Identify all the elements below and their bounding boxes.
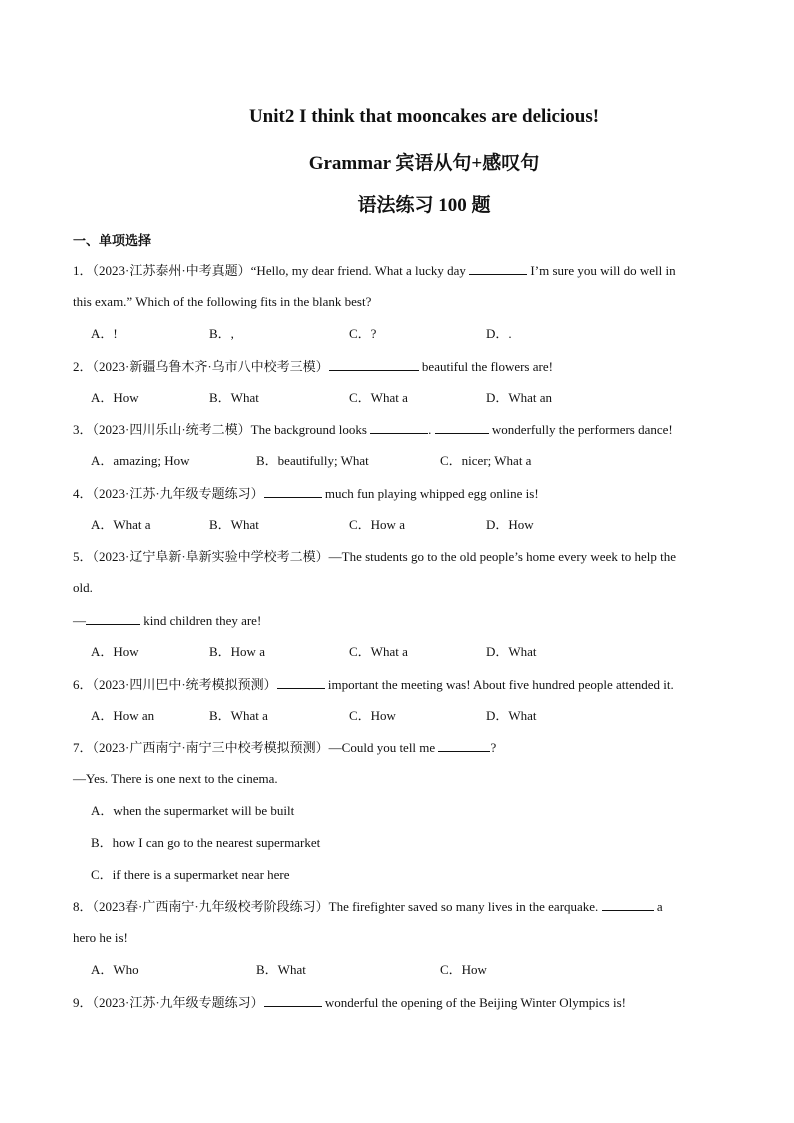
option-a: A．when the supermarket will be built bbox=[91, 803, 295, 818]
question-text: 2．（2023·新疆乌鲁木齐·乌市八中校考三模） bbox=[73, 359, 329, 374]
question-text: 8．（2023春·广西南宁·九年级校考阶段练习）The firefighter saved so many lives in the earquake. bbox=[73, 899, 602, 914]
answer-blank bbox=[86, 612, 140, 625]
option-b: B．How a bbox=[209, 644, 265, 659]
option-d: D．. bbox=[486, 326, 512, 341]
question-text: wonderful the opening of the Beijing Winter Olympics is! bbox=[321, 995, 626, 1010]
question-text: wonderfully the performers dance! bbox=[488, 422, 673, 437]
question-text: 6．（2023·四川巴中·统考模拟预测） bbox=[73, 677, 277, 692]
option-c: C．How bbox=[349, 708, 396, 723]
question-text: — bbox=[73, 613, 86, 628]
option-b: B．, bbox=[209, 326, 234, 341]
answer-blank bbox=[602, 898, 654, 911]
option-d: D．How bbox=[486, 517, 534, 532]
question-5: 5．（2023·辽宁阜新·阜新实验中学校考二模）—The students go to the old people’s home every week to help the bbox=[73, 549, 676, 564]
question-3 bbox=[73, 421, 673, 438]
option-c: C．? bbox=[349, 326, 377, 341]
option-c: C．How bbox=[440, 962, 487, 977]
question-text: I’m sure you will do well in bbox=[527, 263, 676, 278]
option-b: B．how I can go to the nearest supermarket bbox=[91, 835, 321, 850]
option-b: B．What bbox=[256, 962, 306, 977]
answer-blank bbox=[329, 358, 419, 371]
question-8 bbox=[73, 898, 663, 915]
option-c: C．nicer; What a bbox=[440, 453, 532, 468]
answer-blank bbox=[438, 739, 490, 752]
option-a: A．What a bbox=[91, 517, 151, 532]
page-subtitle: Grammar 宾语从句+感叹句 bbox=[308, 153, 540, 174]
page-title: Unit2 I think that mooncakes are delicious! bbox=[248, 106, 600, 127]
question-text: 3．（2023·四川乐山·统考二模）The background looks bbox=[73, 422, 371, 437]
answer-blank bbox=[277, 676, 325, 689]
question-7 bbox=[73, 739, 496, 756]
option-a: A．How bbox=[91, 390, 139, 405]
option-a: A．! bbox=[91, 326, 118, 341]
option-d: D．What bbox=[486, 644, 537, 659]
question-text: 4．（2023·江苏·九年级专题练习） bbox=[73, 486, 264, 501]
question-2 bbox=[73, 358, 553, 375]
answer-blank bbox=[264, 994, 322, 1007]
option-b: B．What bbox=[209, 390, 259, 405]
question-8-continued: hero he is! bbox=[73, 930, 128, 945]
option-c: C．if there is a supermarket near here bbox=[91, 867, 290, 882]
page-subtitle-count: 语法练习 100 题 bbox=[357, 195, 491, 216]
answer-blank bbox=[264, 485, 322, 498]
answer-blank bbox=[469, 262, 527, 275]
option-d: D．What an bbox=[486, 390, 553, 405]
question-5-reply bbox=[73, 612, 261, 629]
question-text: kind children they are! bbox=[140, 613, 262, 628]
option-b: B．What a bbox=[209, 708, 268, 723]
section-heading: 一、单项选择 bbox=[73, 233, 152, 248]
question-text: . bbox=[428, 422, 435, 437]
question-text: important the meeting was! About five hundred people attended it. bbox=[324, 677, 674, 692]
option-c: C．What a bbox=[349, 644, 408, 659]
option-a: A．Who bbox=[91, 962, 139, 977]
option-a: A．How an bbox=[91, 708, 155, 723]
question-text: 1．（2023·江苏泰州·中考真题）“Hello, my dear friend. What a lucky day bbox=[73, 263, 470, 278]
question-text: much fun playing whipped egg online is! bbox=[321, 486, 539, 501]
question-1-continued: this exam.” Which of the following fits in the blank best? bbox=[73, 294, 372, 309]
question-text: 9．（2023·江苏·九年级专题练习） bbox=[73, 995, 264, 1010]
question-7-reply: —Yes. There is one next to the cinema. bbox=[73, 771, 278, 786]
question-9 bbox=[73, 994, 626, 1011]
option-a: A．How bbox=[91, 644, 139, 659]
question-1 bbox=[73, 262, 676, 279]
question-4 bbox=[73, 485, 539, 502]
question-text: ? bbox=[490, 740, 497, 755]
option-c: C．How a bbox=[349, 517, 405, 532]
question-text: beautiful the flowers are! bbox=[418, 359, 553, 374]
option-c: C．What a bbox=[349, 390, 408, 405]
question-text: a bbox=[653, 899, 663, 914]
question-6 bbox=[73, 676, 674, 693]
question-5-continued: old. bbox=[73, 580, 93, 595]
option-b: B．beautifully; What bbox=[256, 453, 369, 468]
answer-blank bbox=[435, 421, 489, 434]
option-b: B．What bbox=[209, 517, 259, 532]
option-d: D．What bbox=[486, 708, 537, 723]
option-a: A．amazing; How bbox=[91, 453, 190, 468]
answer-blank bbox=[370, 421, 428, 434]
question-text: 7．（2023·广西南宁·南宁三中校考模拟预测）—Could you tell me bbox=[73, 740, 439, 755]
